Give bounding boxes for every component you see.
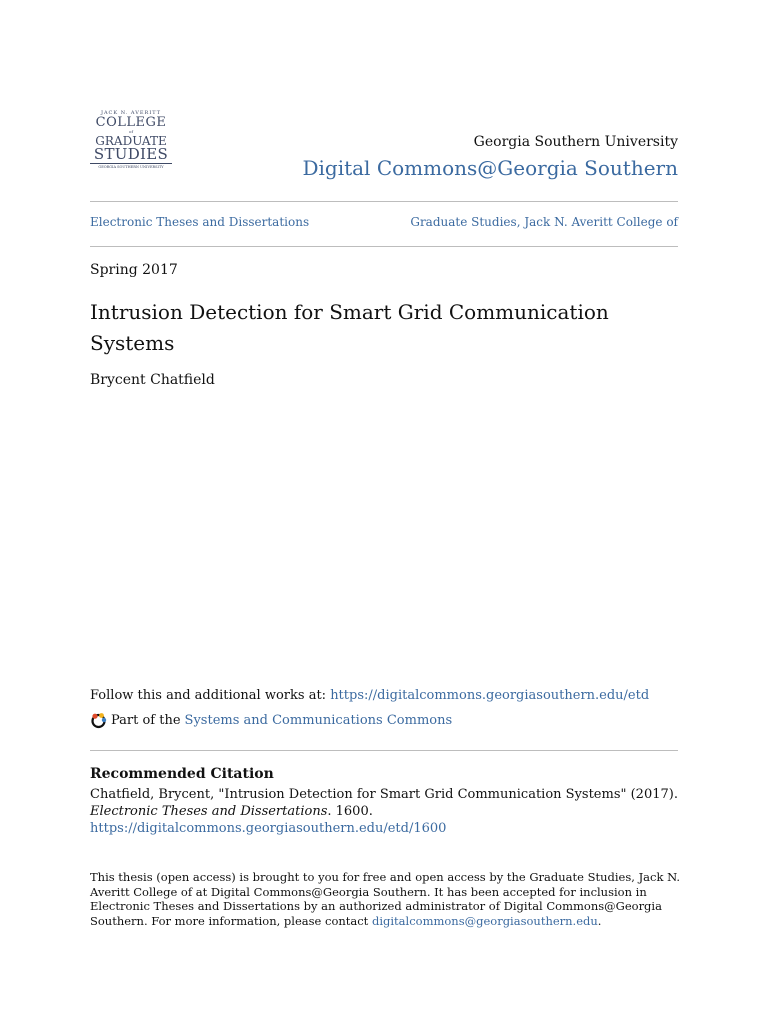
breadcrumb-college-link[interactable]: Graduate Studies, Jack N. Averitt College of: [410, 215, 678, 229]
divider-breadcrumb: [90, 246, 678, 247]
repository-link[interactable]: Digital Commons@Georgia Southern: [302, 156, 678, 180]
breadcrumb-collection-link[interactable]: Electronic Theses and Dissertations: [90, 215, 310, 229]
part-of-prefix: Part of the: [111, 713, 181, 728]
logo-line-6: GEORGIA SOUTHERN UNIVERSITY: [90, 163, 172, 170]
notice-end: .: [597, 913, 602, 928]
logo-line-3: of: [129, 129, 133, 134]
citation-heading: Recommended Citation: [90, 766, 274, 782]
publication-term: Spring 2017: [90, 262, 178, 278]
follow-prefix: Follow this and additional works at:: [90, 688, 331, 703]
access-notice: [90, 870, 690, 928]
thesis-author: Brycent Chatfield: [90, 372, 215, 388]
citation-number: . 1600.: [327, 804, 373, 819]
contact-email-link[interactable]: digitalcommons@georgiasouthern.edu: [371, 913, 598, 928]
citation-line: Chatfield, Brycent, "Intrusion Detection for Smart Grid Communication Systems" (2017).: [90, 787, 678, 802]
network-commons-icon: [90, 712, 107, 729]
divider-top: [90, 201, 678, 202]
university-name: Georgia Southern University: [473, 134, 678, 150]
college-logo: [90, 110, 172, 180]
notice-text: This thesis (open access) is brought to you for free and open access by the Graduate Studies, Jack N. Averitt College of at Digital Commons@Georgia Southern. It has been accepted for inclusion in Electronic Theses and Dissertations by an authorized administrator of Digital Commons@Georgia Southern. For more information, please contact: [90, 870, 681, 928]
citation-url-link[interactable]: https://digitalcommons.georgiasouthern.edu/etd/1600: [90, 821, 447, 836]
logo-line-4: GRADUATE: [95, 134, 167, 148]
citation-series: Electronic Theses and Dissertations: [90, 804, 328, 819]
follow-line: [90, 688, 649, 703]
logo-line-1: JACK N. AVERITT: [100, 110, 162, 116]
divider-citation: [90, 750, 678, 751]
follow-url-link[interactable]: https://digitalcommons.georgiasouthern.edu/etd: [330, 688, 650, 703]
discipline-commons-link[interactable]: Systems and Communications Commons: [184, 713, 453, 728]
part-of-line: [90, 712, 452, 729]
logo-line-5: STUDIES: [93, 145, 169, 163]
citation-series-line: [90, 803, 690, 820]
thesis-title: Intrusion Detection for Smart Grid Communication Systems: [90, 300, 609, 355]
citation-body: [90, 786, 690, 837]
logo-line-2: COLLEGE: [95, 115, 167, 130]
